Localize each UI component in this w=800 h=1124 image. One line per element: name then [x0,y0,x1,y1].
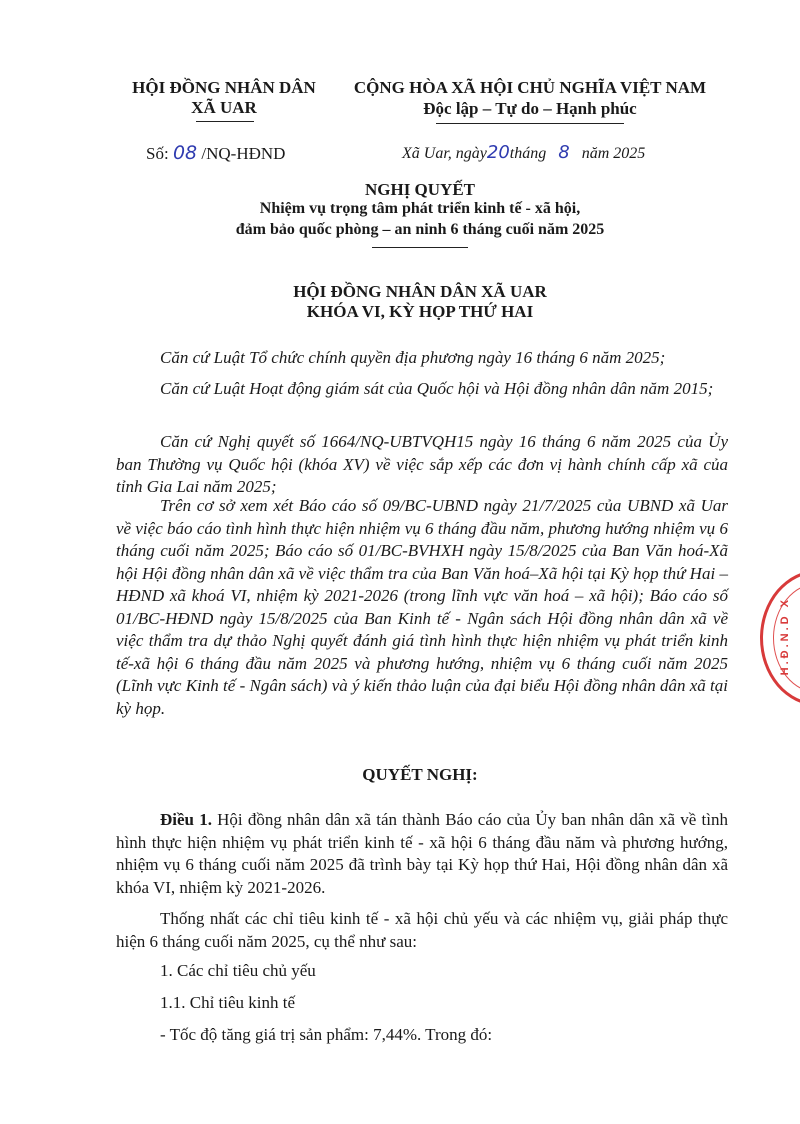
article-1 [116,809,728,899]
bullet-item: - Tốc độ tăng giá trị sản phẩm: 7,44%. Trong đó: [160,1025,493,1044]
date-year: năm 2025 [581,145,646,162]
section-heading: 1. Các chỉ tiêu chủ yếu [160,961,316,980]
date-prefix: Xã Uar, ngày [402,145,487,162]
document-subject-line1: Nhiệm vụ trọng tâm phát triển kinh tế - xã hội, [259,200,581,217]
left-header-rule [196,121,254,122]
issue-date [402,142,645,163]
body-paragraph: Thống nhất các chỉ tiêu kinh tế - xã hội chủ yếu và các nhiệm vụ, giải pháp thực hiện 6 tháng cuối năm 2025, cụ thể như sau: [116,909,728,951]
title-rule [372,247,468,248]
preamble-item: Căn cứ Luật Hoạt động giám sát của Quốc hội và Hội đồng nhân dân năm 2015; [160,379,714,398]
month-label: tháng [509,145,547,162]
handwritten-number: 08 [172,142,198,164]
handwritten-day: 20 [486,142,510,163]
issuer-session: KHÓA VI, KỲ HỌP THỨ HAI [306,302,534,321]
document-number [146,142,285,164]
preamble-item: Căn cứ Luật Tổ chức chính quyền địa phương ngày 16 tháng 6 năm 2025; [160,348,666,367]
preamble-item: Căn cứ Nghị quyết số 1664/NQ-UBTVQH15 ngày 16 tháng 6 năm 2025 của Ủy ban Thường vụ Quốc hội (khóa XV) về việc sắp xếp các đơn vị hành chính cấp xã của tỉnh Gia Lai năm 2025; [116,432,728,496]
official-seal [760,570,800,706]
number-prefix: Số: [146,144,169,163]
decision-heading: QUYẾT NGHỊ: [362,765,478,784]
subsection-heading: 1.1. Chỉ tiêu kinh tế [160,993,296,1012]
nation-title: CỘNG HÒA XÃ HỘI CHỦ NGHĨA VIỆT NAM [353,78,707,97]
article-1-text: Hội đồng nhân dân xã tán thành Báo cáo của Ủy ban nhân dân xã về tình hình thực hiện nhiệm vụ phát triển kinh tế - xã hội 6 tháng đầu năm và phương hướng, nhiệm vụ 6 tháng cuối năm 2025 đã trình bày tại Kỳ họp thứ Hai, Hội đồng nhân dân xã khóa VI, nhiệm kỳ 2021-2026. [116,810,728,897]
council-name: HỘI ĐỒNG NHÂN DÂN [132,78,316,97]
seal-text: H.Đ.N.D X [779,597,791,676]
commune-name: XÃ UAR [191,98,257,117]
issuer-name: HỘI ĐỒNG NHÂN DÂN XÃ UAR [293,282,547,301]
handwritten-month: 8 [558,142,570,163]
motto-rule [436,123,624,124]
number-suffix: /NQ-HĐND [201,144,286,163]
motto: Độc lập – Tự do – Hạnh phúc [423,99,637,118]
document-subject-line2: đảm bảo quốc phòng – an ninh 6 tháng cuối năm 2025 [235,221,605,238]
document-type: NGHỊ QUYẾT [364,180,476,199]
article-1-label: Điều 1. [160,810,212,829]
preamble-item: Trên cơ sở xem xét Báo cáo số 09/BC-UBND ngày 21/7/2025 của UBND xã Uar về việc báo cáo tình hình thực hiện nhiệm vụ 6 tháng đầu năm, phương hướng nhiệm vụ 6 tháng cuối năm 2025; Báo cáo số 01/BC-BVHXH ngày 15/8/2025 của Ban Văn hoá-Xã hội Hội đồng nhân dân xã về việc thẩm tra của Ban Văn hoá–Xã hội tại Kỳ họp thứ Hai – HĐND xã khoá VI, nhiệm kỳ 2021-2026 (trong lĩnh vực văn hoá – xã hội); Báo cáo số 01/BC-HĐND ngày 15/8/2025 của Ban Kinh tế - Ngân sách Hội đồng nhân dân xã về việc thẩm tra dự thảo Nghị quyết đánh giá tình hình thực hiện nhiệm vụ phát triển kinh tế-xã hội 6 tháng đầu năm 2025 và phương hướng, nhiệm vụ 6 tháng cuối năm 2025 (Lĩnh vực Kinh tế - Ngân sách) và ý kiến thảo luận của đại biểu Hội đồng nhân dân xã tại kỳ họp. [116,496,728,718]
